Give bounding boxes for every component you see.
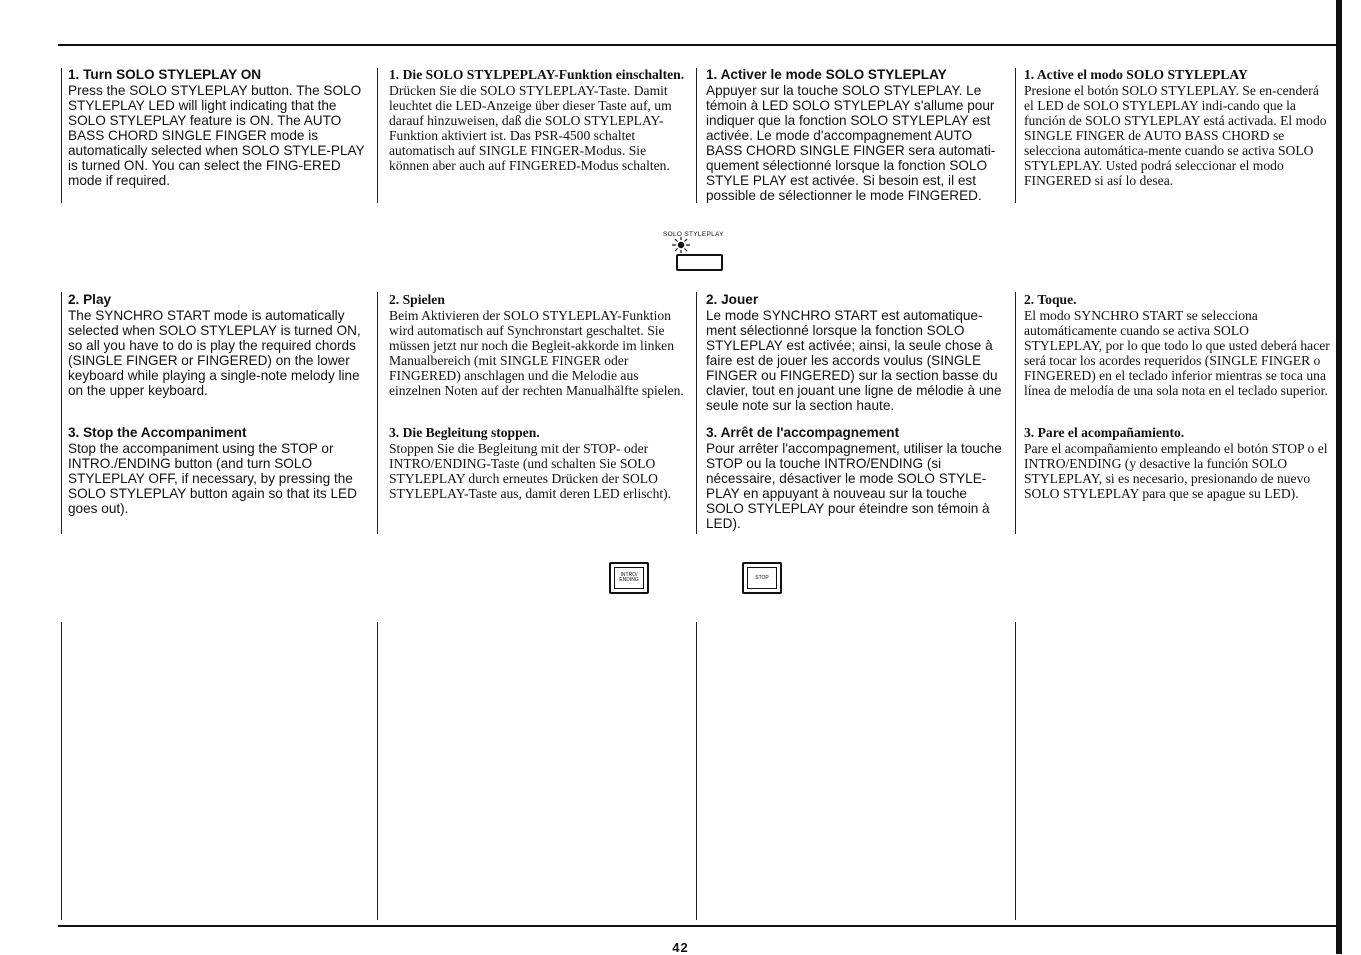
spanish-step1 [1024,67,1330,188]
stop-button[interactable] [742,562,782,594]
column-divider [696,622,697,920]
german-step2-heading: 2. Spielen [389,292,445,307]
french-step2-body: Le mode SYNCHRO START est automatique-ment sélectionné lorsque la fonction SOLO STYLEPLAY est activée; ainsi, la seule chose à faire est de jouer les accords voulus (SINGLE FINGER ou FINGERED) sur la section basse du clavier, tout en jouant une ligne de mélodie à une seule note sur la section haute. [706,308,1002,413]
spanish-step2-heading: 2. Toque. [1024,292,1077,307]
english-step1-body: Press the SOLO STYLEPLAY button. The SOLO STYLEPLAY LED will light indicating that the SOLO STYLEPLAY feature is ON. The AUTO BASS CHORD SINGLE FINGER mode is automatically selected when SOLO STYLE-PLAY is turned ON. You can select the FING-ERED mode if required. [68,83,365,188]
spanish-step3-heading: 3. Pare el acompañamiento. [1024,425,1185,440]
column-divider [377,68,378,203]
english-step3-body: Stop the accompaniment using the STOP or INTRO./ENDING button (and turn SOLO STYLEPLAY OFF, if necessary, by pressing the SOLO STYLEPLAY button again so that its LED goes out). [68,441,357,516]
french-step3 [706,425,1008,531]
spanish-step3 [1024,425,1330,501]
english-step1-heading: 1. Turn SOLO STYLEPLAY ON [68,67,262,82]
top-rule [58,44,1338,46]
german-step3-body: Stoppen Sie die Begleitung mit der STOP- oder INTRO/ENDING-Taste (und schalten Sie SOLO STYLEPLAY durch erneutes Drücken der SOLO STYLEPLAY-Taste aus, damit deren LED erlischt). [389,441,672,501]
page-edge [1336,0,1342,954]
german-step2 [389,292,689,398]
column-divider [1015,622,1016,920]
solo-styleplay-label: SOLO STYLEPLAY [663,231,724,238]
german-step1 [389,67,689,173]
spanish-step2 [1024,292,1330,398]
english-step2 [68,292,368,398]
french-step3-body: Pour arrêter l'accompagnement, utiliser la touche STOP ou la touche INTRO/ENDING (si nécessaire, désactiver le mode SOLO STYLE-PLAY en appuyant à nouveau sur la touche SOLO STYLEPLAY pour éteindre son témoin à LED). [706,441,1002,531]
english-step3-heading: 3. Stop the Accompaniment [68,425,247,440]
spanish-step1-heading: 1. Active el modo SOLO STYLEPLAY [1024,67,1248,82]
german-step1-body: Drücken Sie die SOLO STYLEPLAY-Taste. Damit leuchtet die LED-Anzeige über dieser Taste auf, um darauf hinzuweisen, daß die SOLO STYLEPLAY-Funktion aktiviert ist. Das PSR-4500 schaltet automatisch auf SINGLE FINGER-Modus. Sie können aber auch auf FINGERED-Modus schalten. [389,83,672,173]
column-divider [1015,68,1016,203]
column-divider [61,622,62,920]
column-divider [696,292,697,534]
intro-ending-button[interactable] [609,562,649,594]
german-step3 [389,425,689,501]
spanish-step2-body: El modo SYNCHRO START se selecciona automáticamente cuando se activa SOLO STYLEPLAY, por lo que todo lo que usted deberá hacer será tocar los acordes requeridos (SINGLE FINGER o FINGERED) en el teclado inferior mientras se toca una línea de melodía de una sola nota en el teclado superior. [1024,308,1330,398]
french-step1-heading: 1. Activer le mode SOLO STYLEPLAY [706,67,947,82]
spanish-step3-body: Pare el acompañamiento empleando el botón STOP o el INTRO/ENDING (y desactive la función SOLO STYLEPLAY, si es necesario, presionando de nuevo SOLO STYLEPLAY para que se apague su LED). [1024,441,1328,501]
spanish-step1-body: Presione el botón SOLO STYLEPLAY. Se en-cenderá el LED de SOLO STYLEPLAY indi-cando que la función de SOLO STYLEPLAY está activada. El modo SINGLE FINGER de AUTO BASS CHORD se selecciona automática-mente cuando se activa SOLO STYLEPLAY. Usted podrá seleccionar el modo FINGERED si así lo desea. [1024,83,1327,188]
bottom-rule [58,925,1338,927]
stop-button-label: STOP [747,567,777,589]
german-step2-body: Beim Aktivieren der SOLO STYLEPLAY-Funktion wird automatisch auf Synchronstart geschaltet. Sie müssen jetzt nur noch die Begleit-akkorde im linken Manualbereich (mit SINGLE FINGER oder FINGERED) anschlagen und die Melodie aus einzelnen Noten auf der rechten Manualhälfte spielen. [389,308,684,398]
intro-ending-button-label: INTRO/ ENDING [614,567,644,589]
french-step2-heading: 2. Jouer [706,292,759,307]
english-step2-body: The SYNCHRO START mode is automatically selected when SOLO STYLEPLAY is turned ON, so all you have to do is play the required chords (SINGLE FINGER or FINGERED) on the lower keyboard while playing a single-note melody line on the upper keyboard. [68,308,361,398]
english-step3 [68,425,368,516]
english-step2-heading: 2. Play [68,292,112,307]
solo-styleplay-button[interactable] [676,254,723,271]
french-step2 [706,292,1008,413]
column-divider [377,622,378,920]
led-lit-icon [668,236,694,256]
french-step1 [706,67,1008,203]
column-divider [377,292,378,534]
german-step1-heading: 1. Die SOLO STYLPEPLAY-Funktion einschalten. [389,67,685,82]
french-step1-body: Appuyer sur la touche SOLO STYLEPLAY. Le témoin à LED SOLO STYLEPLAY s'allume pour indiquer que la fonction SOLO STYLEPLAY est activée. Le mode d'accompagnement AUTO BASS CHORD SINGLE FINGER sera automati-quement sélectionné lorsque la fonction SOLO STYLE PLAY est activée. Si besoin est, il est possible de sélectionner le mode FINGERED. [706,83,996,203]
column-divider [1015,292,1016,534]
english-step1 [68,67,368,188]
column-divider [61,68,62,203]
column-divider [61,292,62,534]
column-divider [696,68,697,203]
german-step3-heading: 3. Die Begleitung stoppen. [389,425,540,440]
page-number: 42 [672,940,689,955]
french-step3-heading: 3. Arrêt de l'accompagnement [706,425,900,440]
